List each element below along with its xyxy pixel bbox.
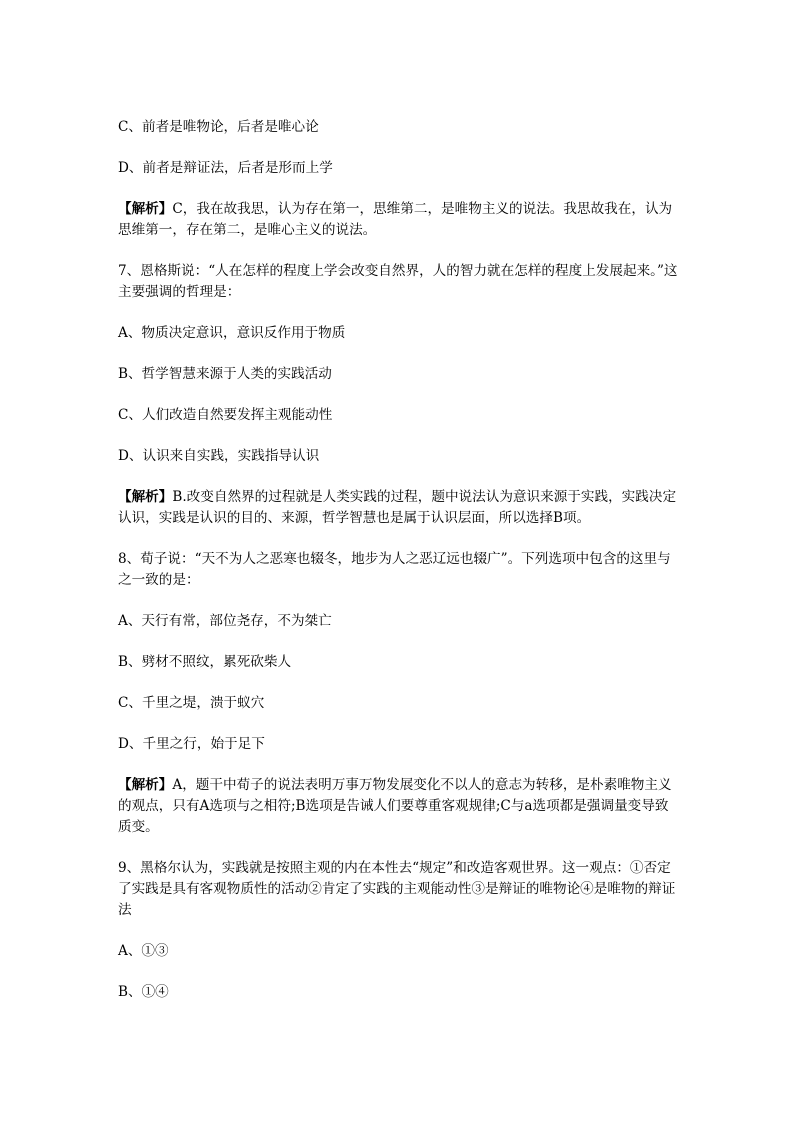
- analysis-q8: [118, 775, 678, 838]
- analysis-text: B.改变自然界的过程就是人类实践的过程，题中说法认为意识来源于实践，实践决定认识，实践是认识的目的、来源，哲学智慧也是属于认识层面，所以选择B项。: [118, 489, 677, 526]
- question-7: 7、恩格斯说：“人在怎样的程度上学会改变自然界，人的智力就在怎样的程度上发展起来。”这主要强调的哲理是：: [118, 263, 678, 300]
- option-d-q6: D、前者是辩证法，后者是形而上学: [118, 160, 333, 176]
- option-c-q6: C、前者是唯物论，后者是唯心论: [118, 119, 319, 135]
- question-9: 9、黑格尔认为，实践就是按照主观的内在本性去“规定”和改造客观世界。这一观点：①否定了实践是具有客观物质性的活动②肯定了实践的主观能动性③是辩证的唯物论④是唯物的辩证法: [118, 860, 676, 918]
- option-c-q7: C、人们改造自然要发挥主观能动性: [118, 407, 333, 423]
- option-a-q7: A、物质决定意识，意识反作用于物质: [118, 325, 346, 341]
- analysis-q6: [118, 199, 678, 241]
- document-page: [118, 117, 678, 1023]
- option-a-q9: A、①③: [118, 943, 169, 959]
- option-d-q8: D、千里之行，始于足下: [118, 736, 265, 752]
- analysis-text: A，题干中荀子的说法表明万事万物发展变化不以人的意志为转移，是朴素唯物主义的观点，只有A选项与之相符;B选项是告诫人们要尊重客观规律;C与a选项都是强调量变导致质变。: [118, 777, 672, 835]
- option-b-q8: B、劈材不照纹，累死砍柴人: [118, 654, 292, 670]
- option-c-q8: C、千里之堤，溃于蚁穴: [118, 695, 265, 711]
- option-d-q7: D、认识来自实践，实践指导认识: [118, 448, 320, 464]
- analysis-tag: 【解析】: [118, 777, 173, 793]
- option-b-q7: B、哲学智慧来源于人类的实践活动: [118, 366, 332, 382]
- option-b-q9: B、①④: [118, 984, 169, 1000]
- option-a-q8: A、天行有常，部位尧存，不为桀亡: [118, 613, 332, 629]
- analysis-q7: [118, 487, 678, 529]
- analysis-tag: 【解析】: [118, 489, 173, 505]
- analysis-tag: 【解析】: [118, 201, 173, 217]
- analysis-text: C，我在故我思，认为存在第一，思维第二，是唯物主义的说法。我思故我在，认为思维第一，存在第二，是唯心主义的说法。: [118, 201, 673, 238]
- question-8: 8、荀子说：“天不为人之恶寒也辍冬，地步为人之恶辽远也辍广”。下列选项中包含的这里与之一致的是：: [118, 551, 671, 588]
